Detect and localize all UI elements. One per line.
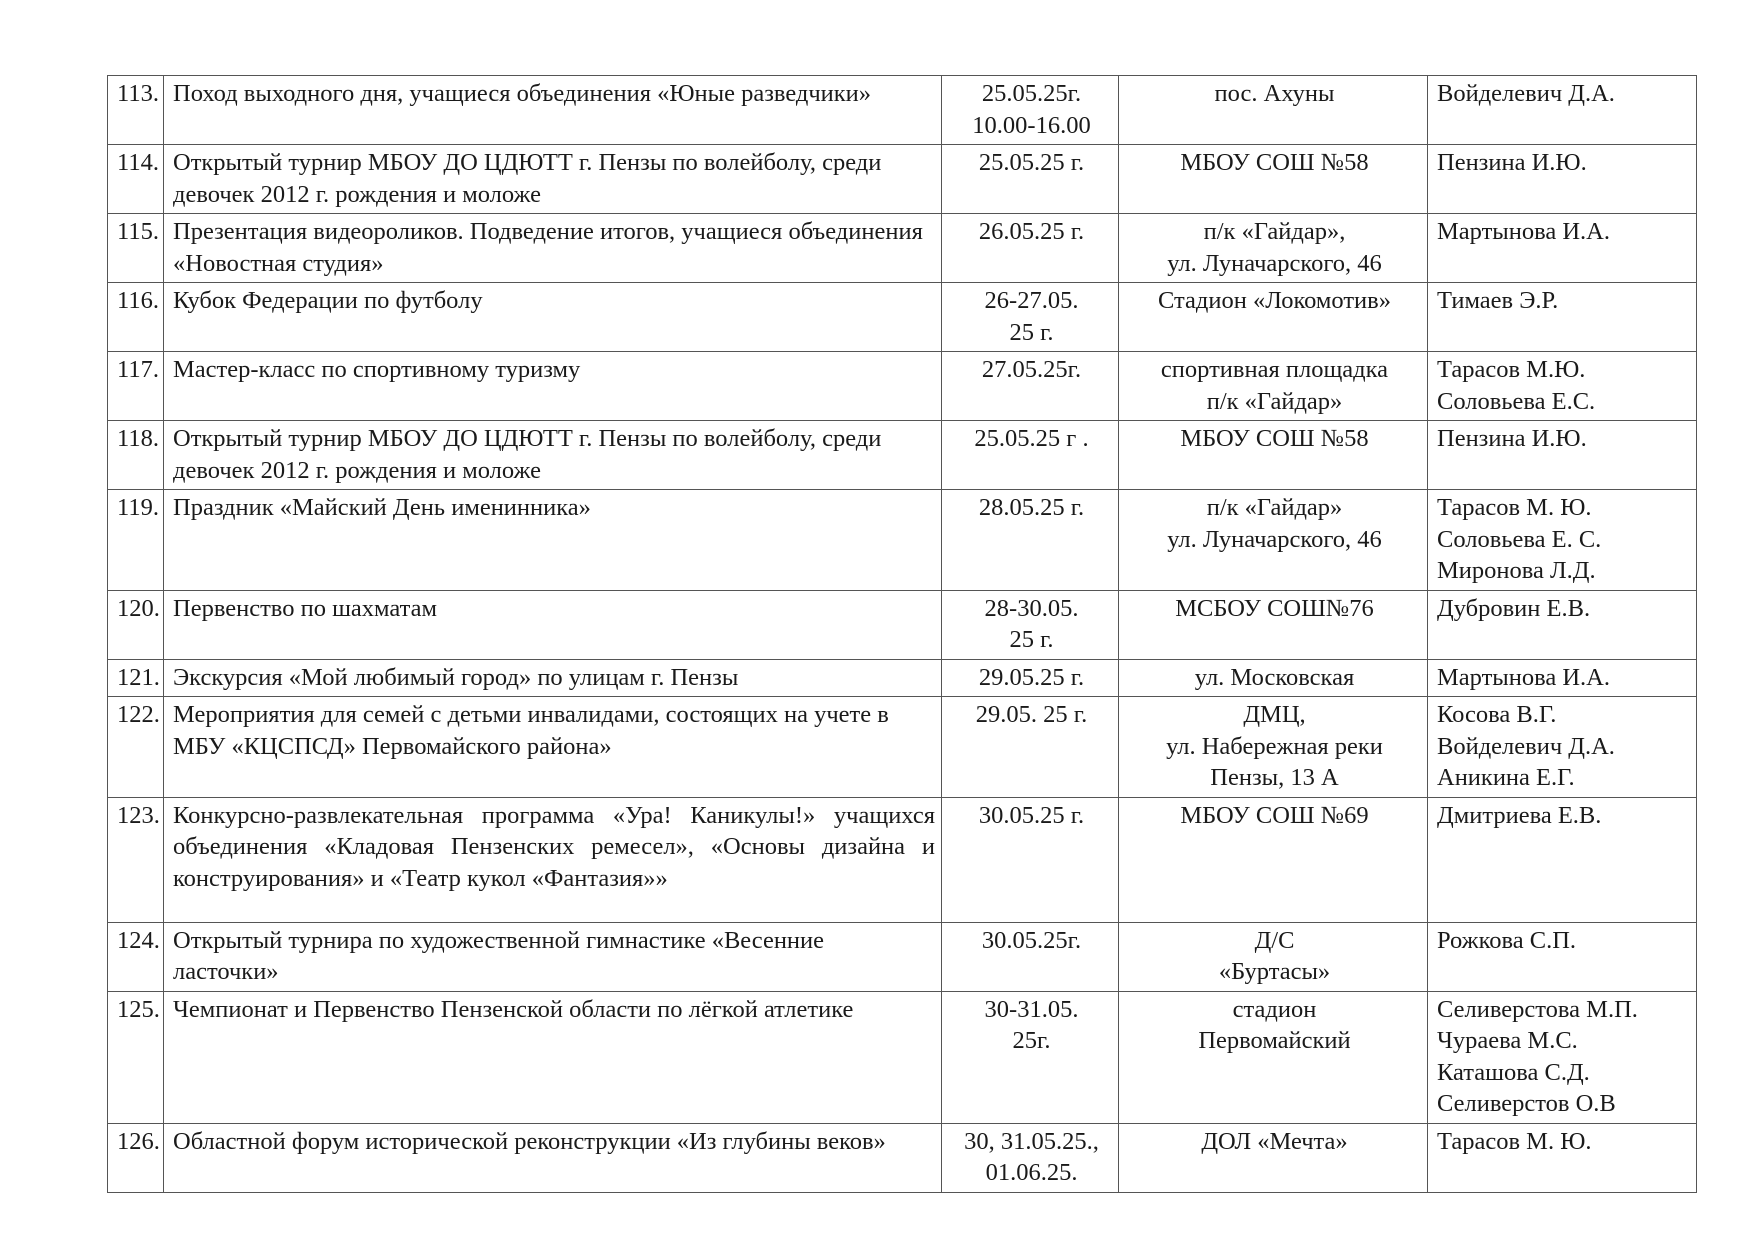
event-place-line: ДОЛ «Мечта» <box>1201 1127 1348 1155</box>
row-number: 114. <box>108 145 164 214</box>
event-place <box>1119 797 1428 922</box>
table-row <box>108 922 1697 991</box>
event-responsible-line: Дубровин Е.В. <box>1437 594 1591 622</box>
event-responsible <box>1428 991 1697 1123</box>
table-row <box>108 283 1697 352</box>
event-responsible <box>1428 797 1697 922</box>
table-row <box>108 145 1697 214</box>
event-responsible-line: Селиверстов О.В <box>1437 1090 1616 1117</box>
event-responsible <box>1428 145 1697 214</box>
event-title: Областной форум исторической реконструкции «Из глубины веков» <box>164 1123 942 1192</box>
table-row <box>108 214 1697 283</box>
event-date <box>942 490 1119 591</box>
event-date <box>942 991 1119 1123</box>
event-place <box>1119 283 1428 352</box>
row-number: 122. <box>108 697 164 798</box>
event-responsible-line: Войделевич Д.А. <box>1437 732 1615 760</box>
event-responsible-line: Миронова Л.Д. <box>1437 557 1596 584</box>
event-responsible-line: Каташова С.Д. <box>1437 1058 1590 1086</box>
event-date <box>942 214 1119 283</box>
event-place-line: Пензы, 13 А <box>1210 764 1339 791</box>
event-date <box>942 76 1119 145</box>
table-row <box>108 490 1697 591</box>
row-number: 120. <box>108 590 164 659</box>
event-responsible-line: Войделевич Д.А. <box>1437 80 1615 107</box>
event-responsible <box>1428 76 1697 145</box>
event-responsible <box>1428 214 1697 283</box>
event-responsible <box>1428 697 1697 798</box>
row-number: 113. <box>108 76 164 145</box>
table-row <box>108 697 1697 798</box>
event-place-line: ДМЦ, <box>1243 701 1306 728</box>
event-date-line: 26.05.25 г. <box>978 218 1085 245</box>
event-responsible <box>1428 352 1697 421</box>
event-place <box>1119 1123 1428 1192</box>
table-row <box>108 590 1697 659</box>
events-table-body <box>108 76 1697 1193</box>
row-number: 115. <box>108 214 164 283</box>
event-responsible-line: Мартынова И.А. <box>1437 663 1610 691</box>
event-place <box>1119 76 1428 145</box>
row-number: 124. <box>108 922 164 991</box>
event-place-line: п/к «Гайдар», <box>1203 218 1346 245</box>
event-date <box>942 659 1119 697</box>
event-responsible-line: Аникина Е.Г. <box>1437 764 1575 791</box>
event-responsible-line: Селиверстова М.П. <box>1437 995 1638 1023</box>
event-responsible <box>1428 490 1697 591</box>
event-responsible-line: Тимаев Э.Р. <box>1437 287 1559 314</box>
event-responsible <box>1428 922 1697 991</box>
event-place <box>1119 922 1428 991</box>
event-place-line: ул. Набережная реки <box>1166 732 1383 760</box>
event-responsible-line: Мартынова И.А. <box>1437 218 1610 245</box>
event-place-line: «Буртасы» <box>1218 958 1331 985</box>
event-place <box>1119 214 1428 283</box>
event-date-line: 26-27.05. <box>984 287 1079 314</box>
event-responsible <box>1428 421 1697 490</box>
event-date <box>942 421 1119 490</box>
event-title: Открытый турнир МБОУ ДО ЦДЮТТ г. Пензы по волейболу, среди девочек 2012 г. рождения и моложе <box>164 421 942 490</box>
event-responsible <box>1428 659 1697 697</box>
table-row <box>108 991 1697 1123</box>
event-title: Мастер-класс по спортивному туризму <box>164 352 942 421</box>
event-title: Открытый турнира по художественной гимнастике «Весенние ласточки» <box>164 922 942 991</box>
event-date-line: 29.05.25 г. <box>978 663 1085 691</box>
event-responsible <box>1428 590 1697 659</box>
event-place-line: п/к «Гайдар» <box>1206 387 1343 415</box>
event-date <box>942 797 1119 922</box>
event-title: Чемпионат и Первенство Пензенской области по лёгкой атлетике <box>164 991 942 1123</box>
event-date-line: 25.05.25 г . <box>974 425 1089 452</box>
event-date-line: 27.05.25г. <box>981 356 1082 383</box>
row-number: 118. <box>108 421 164 490</box>
event-responsible-line: Рожкова С.П. <box>1437 926 1577 954</box>
event-responsible-line: Пензина И.Ю. <box>1437 149 1587 176</box>
row-number: 126. <box>108 1123 164 1192</box>
event-date <box>942 1123 1119 1192</box>
event-date-line: 25 г. <box>1009 318 1054 346</box>
event-date-line: 28.05.25 г. <box>978 494 1085 521</box>
table-row <box>108 659 1697 697</box>
event-title: Открытый турнир МБОУ ДО ЦДЮТТ г. Пензы по волейболу, среди девочек 2012 г. рождения и моложе <box>164 145 942 214</box>
event-place-line: п/к «Гайдар» <box>1206 494 1343 521</box>
event-responsible-line: Соловьева Е.С. <box>1437 387 1596 415</box>
event-responsible-line: Тарасов М. Ю. <box>1437 494 1592 521</box>
table-row <box>108 421 1697 490</box>
event-title: Поход выходного дня, учащиеся объединения «Юные разведчики» <box>164 76 942 145</box>
event-place <box>1119 421 1428 490</box>
row-number: 117. <box>108 352 164 421</box>
event-responsible-line: Тарасов М. Ю. <box>1437 1127 1592 1155</box>
event-date-line: 30-31.05. <box>984 995 1079 1023</box>
event-title: Первенство по шахматам <box>164 590 942 659</box>
event-title: Мероприятия для семей с детьми инвалидами, состоящих на учете в МБУ «КЦСПСД» Первомайского района» <box>164 697 942 798</box>
row-number: 119. <box>108 490 164 591</box>
event-place-line: Стадион «Локомотив» <box>1158 287 1391 314</box>
event-responsible <box>1428 1123 1697 1192</box>
event-responsible-line: Косова В.Г. <box>1437 701 1557 728</box>
event-place-line: спортивная площадка <box>1160 356 1389 383</box>
event-title: Праздник «Майский День именинника» <box>164 490 942 591</box>
event-date-line: 25.05.25 г. <box>978 149 1085 176</box>
event-date <box>942 352 1119 421</box>
event-date-line: 28-30.05. <box>984 594 1079 622</box>
table-row <box>108 76 1697 145</box>
event-place-line: МБОУ СОШ №58 <box>1180 425 1369 452</box>
event-date-line: 01.06.25. <box>985 1159 1078 1186</box>
event-date <box>942 590 1119 659</box>
event-date <box>942 145 1119 214</box>
row-number: 116. <box>108 283 164 352</box>
event-place-line: ул. Московская <box>1194 663 1355 691</box>
event-date-line: 29.05. 25 г. <box>975 701 1088 728</box>
event-responsible-line: Пензина И.Ю. <box>1437 425 1587 452</box>
event-date-line: 10.00-16.00 <box>972 111 1091 139</box>
event-place-line: Первомайский <box>1198 1027 1351 1054</box>
event-date-line: 25.05.25г. <box>981 80 1082 107</box>
table-row <box>108 352 1697 421</box>
event-place <box>1119 991 1428 1123</box>
event-responsible-line: Дмитриева Е.В. <box>1437 801 1602 829</box>
event-place <box>1119 145 1428 214</box>
event-place <box>1119 352 1428 421</box>
event-title: Презентация видеороликов. Подведение итогов, учащиеся объединения «Новостная студия» <box>164 214 942 283</box>
event-date <box>942 283 1119 352</box>
events-table <box>107 75 1697 1193</box>
event-date-line: 25г. <box>1012 1027 1051 1054</box>
event-place-line: Д/С <box>1254 926 1295 954</box>
event-responsible-line: Соловьева Е. С. <box>1437 525 1602 553</box>
event-place-line: МБОУ СОШ №69 <box>1180 801 1369 829</box>
event-place <box>1119 490 1428 591</box>
event-title: Конкурсно-развлекательная программа «Ура! Каникулы!» учащихся объединения «Кладовая Пензенских ремесел», «Основы дизайна и конструирования» и «Театр кукол «Фантазия»» <box>164 797 942 922</box>
event-responsible-line: Чураева М.С. <box>1437 1027 1578 1054</box>
event-date-line: 25 г. <box>1009 626 1054 653</box>
row-number: 121. <box>108 659 164 697</box>
event-place <box>1119 697 1428 798</box>
event-responsible <box>1428 283 1697 352</box>
row-number: 125. <box>108 991 164 1123</box>
event-place-line: МСБОУ СОШ№76 <box>1175 594 1374 622</box>
event-title: Экскурсия «Мой любимый город» по улицам г. Пензы <box>164 659 942 697</box>
event-place-line: стадион <box>1232 995 1317 1023</box>
table-row <box>108 1123 1697 1192</box>
event-place-line: пос. Ахуны <box>1214 80 1335 107</box>
event-date-line: 30.05.25 г. <box>978 801 1085 829</box>
event-place-line: ул. Луначарского, 46 <box>1167 525 1382 553</box>
event-place-line: МБОУ СОШ №58 <box>1180 149 1369 176</box>
table-row <box>108 797 1697 922</box>
event-date <box>942 922 1119 991</box>
event-date-line: 30, 31.05.25., <box>964 1127 1099 1155</box>
event-place <box>1119 659 1428 697</box>
event-place <box>1119 590 1428 659</box>
row-number: 123. <box>108 797 164 922</box>
event-responsible-line: Тарасов М.Ю. <box>1437 356 1586 383</box>
event-date-line: 30.05.25г. <box>981 926 1082 954</box>
event-title: Кубок Федерации по футболу <box>164 283 942 352</box>
event-date <box>942 697 1119 798</box>
event-place-line: ул. Луначарского, 46 <box>1167 249 1382 277</box>
